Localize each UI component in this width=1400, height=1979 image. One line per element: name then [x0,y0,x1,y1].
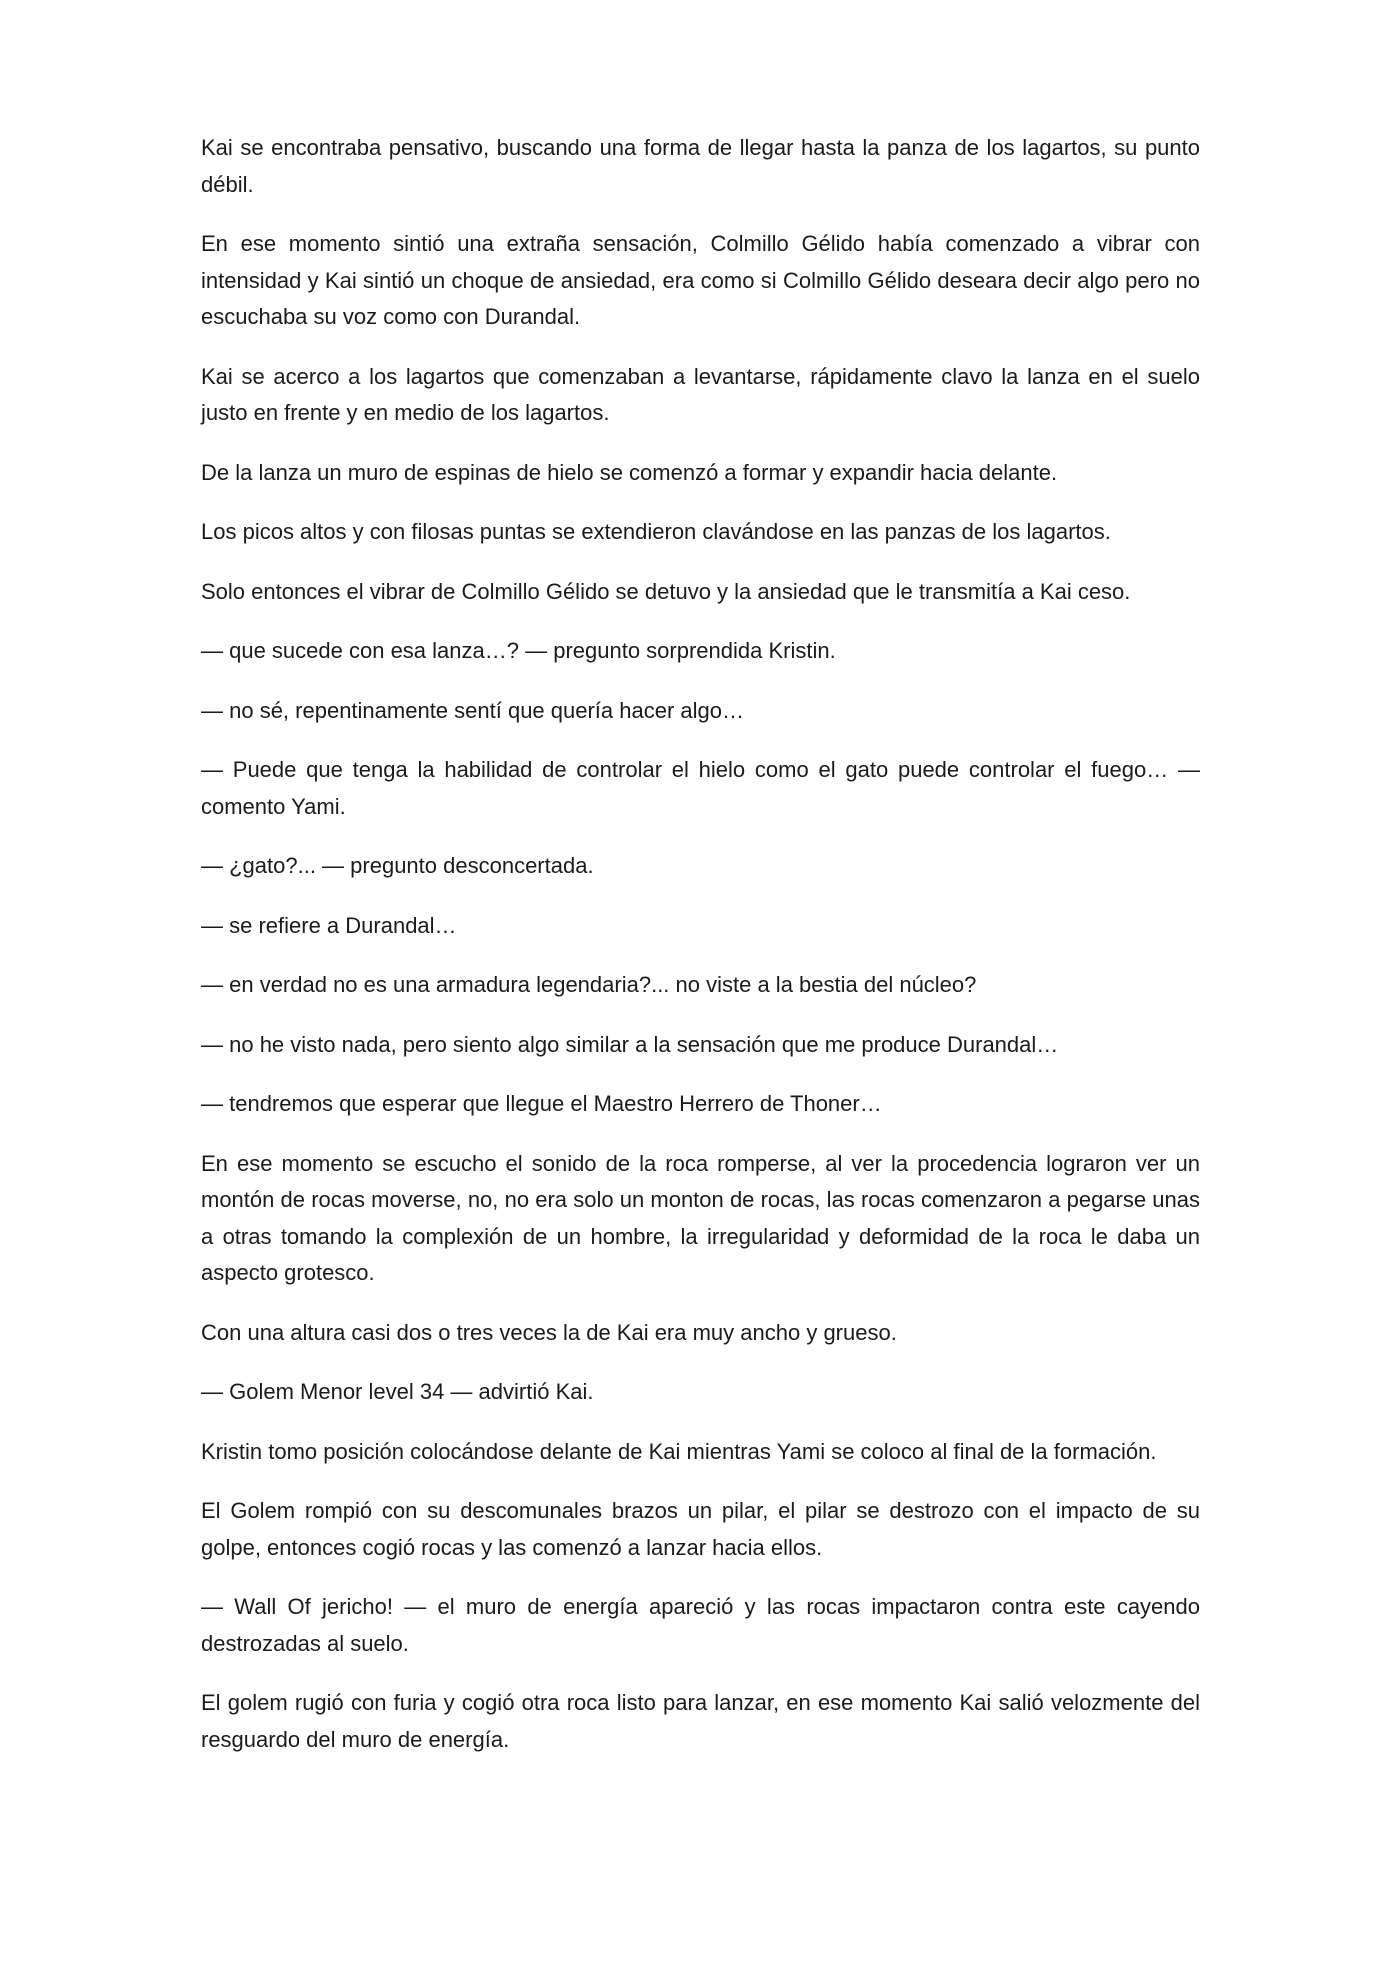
document-page [201,130,1200,1781]
dialogue-line-8: — tendremos que esperar que llegue el Maestro Herrero de Thoner… [201,1091,882,1116]
paragraph-4: De la lanza un muro de espinas de hielo se comenzó a formar y expandir hacia delante. [201,459,1058,485]
paragraph-2: En ese momento sintió una extraña sensación, Colmillo Gélido había comenzado a vibrar con intensidad y Kai sintió un choque de ansiedad, era como si Colmillo Gélido deseara decir algo pero no escuchaba su voz como con Durandal. [201,231,1200,329]
dialogue-line-9: — Golem Menor level 34 — advirtió Kai. [201,1379,594,1404]
paragraph-8: Con una altura casi dos o tres veces la de Kai era muy ancho y grueso. [201,1319,897,1345]
dialogue-line-3: — Puede que tenga la habilidad de controlar el hielo como el gato puede controlar el fuego… — comento Yami. [201,757,1200,819]
dialogue-line-10: — Wall Of jericho! — el muro de energía apareció y las rocas impactaron contra este cayendo destrozadas al suelo. [201,1594,1200,1656]
paragraph-10: El Golem rompió con su descomunales brazos un pilar, el pilar se destrozo con el impacto de su golpe, entonces cogió rocas y las comenzó a lanzar hacia ellos. [201,1498,1200,1560]
paragraph-6: Solo entonces el vibrar de Colmillo Gélido se detuvo y la ansiedad que le transmitía a Kai ceso. [201,578,1131,604]
paragraph-11: El golem rugió con furia y cogió otra roca listo para lanzar, en ese momento Kai salió velozmente del resguardo del muro de energía. [201,1690,1200,1752]
dialogue-line-2: — no sé, repentinamente sentí que quería hacer algo… [201,697,745,723]
dialogue-line-5: — se refiere a Durandal… [201,912,457,938]
dialogue-line-7: — no he visto nada, pero siento algo similar a la sensación que me produce Durandal… [201,1031,1059,1057]
dialogue-line-6: — en verdad no es una armadura legendaria?... no viste a la bestia del núcleo? [201,972,977,997]
paragraph-9: Kristin tomo posición colocándose delante de Kai mientras Yami se coloco al final de la formación. [201,1438,1157,1464]
dialogue-line-1: — que sucede con esa lanza…? — pregunto sorprendida Kristin. [201,638,836,663]
dialogue-line-4: — ¿gato?... — pregunto desconcertada. [201,853,594,878]
paragraph-1: Kai se encontraba pensativo, buscando una forma de llegar hasta la panza de los lagartos, su punto débil. [201,135,1200,197]
paragraph-7: En ese momento se escucho el sonido de la roca romperse, al ver la procedencia lograron ver un montón de rocas moverse, no, no era solo un monton de rocas, las rocas comenzaron a pegarse unas a otras tomando la complexión de un hombre, la irregularidad y deformidad de la roca le daba un aspecto grotesco. [201,1150,1200,1285]
paragraph-3: Kai se acerco a los lagartos que comenzaban a levantarse, rápidamente clavo la lanza en el suelo justo en frente y en medio de los lagartos. [201,363,1200,425]
paragraph-5: Los picos altos y con filosas puntas se extendieron clavándose en las panzas de los lagartos. [201,519,1111,544]
